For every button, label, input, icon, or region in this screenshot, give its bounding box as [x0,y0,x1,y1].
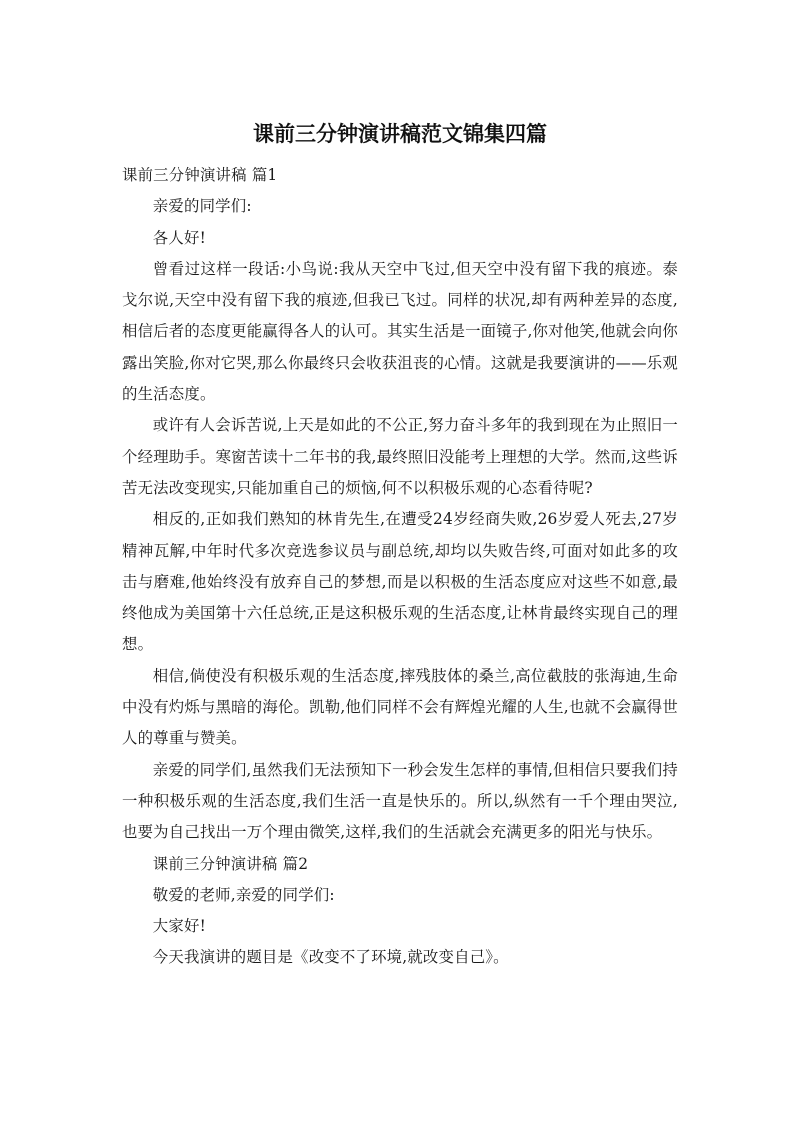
greeting: 各人好! [152,228,206,247]
salutation: 敬爱的老师,亲爱的同学们: [152,885,335,904]
document-body [122,160,678,974]
paragraph: 或许有人会诉苦说,上天是如此的不公正,努力奋斗多年的我到现在为止照旧一个经理助手。寒窗苦读十二年书的我,最终照旧没能考上理想的大学。然而,这些诉苦无法改变现实,只能加重自己的烦恼,何不以积极乐观的心态看待呢? [122,416,678,497]
paragraph: 曾看过这样一段话:小鸟说:我从天空中飞过,但天空中没有留下我的痕迹。泰戈尔说,天空中没有留下我的痕迹,但我已飞过。同样的状况,却有两种差异的态度,相信后者的态度更能赢得各人的认可。其实生活是一面镜子,你对他笑,他就会向你露出笑脸,你对它哭,那么你最终只会收获沮丧的心情。这就是我要演讲的——乐观的生活态度。 [122,259,678,404]
paragraph: 今天我演讲的题目是《改变不了环境,就改变自己》。 [152,948,509,967]
section-heading-2: 课前三分钟演讲稿 篇2 [152,854,309,873]
greeting: 大家好! [152,917,206,936]
document-title: 课前三分钟演讲稿范文锦集四篇 [253,122,547,146]
paragraph: 亲爱的同学们,虽然我们无法预知下一秒会发生怎样的事情,但相信只要我们持一种积极乐观的生活态度,我们生活一直是快乐的。所以,纵然有一千个理由哭泣,也要为自己找出一万个理由微笑,这样,我们的生活就会充满更多的阳光与快乐。 [122,760,678,842]
paragraph: 相反的,正如我们熟知的林肯先生,在遭受24岁经商失败,26岁爱人死去,27岁精神瓦解,中年时代多次竞选参议员与副总统,却均以失败告终,可面对如此多的攻击与磨难,他始终没有放弃自己的梦想,而是以积极的生活态度应对这些不如意,最终他成为美国第十六任总统,正是这积极乐观的生活态度,让林肯最终实现自己的理想。 [122,510,678,654]
section-heading-1: 课前三分钟演讲稿 篇1 [122,166,278,184]
salutation: 亲爱的同学们: [152,197,252,216]
paragraph: 相信,倘使没有积极乐观的生活态度,摔残肢体的桑兰,高位截肢的张海迪,生命中没有灼烁与黑暗的海伦。凯勒,他们同样不会有辉煌光耀的人生,也就不会赢得世人的尊重与赞美。 [122,666,678,748]
